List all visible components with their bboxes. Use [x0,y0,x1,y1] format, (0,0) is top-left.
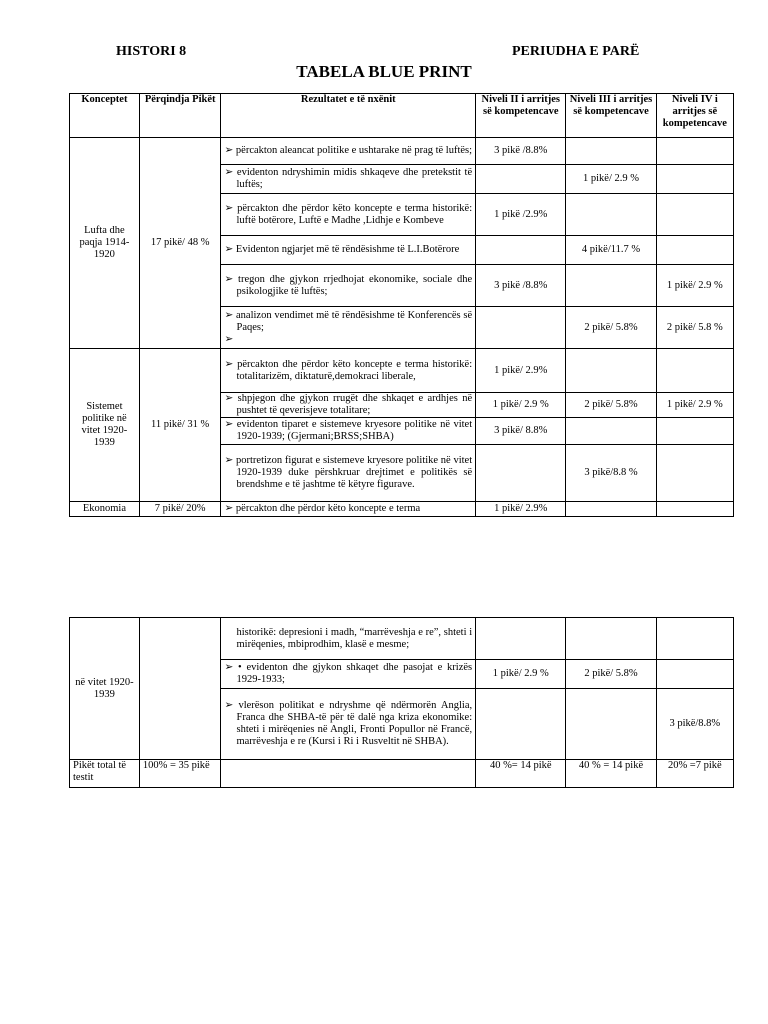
outcome-cell [221,689,476,760]
level-3-cell: 2 pikë/ 5.8% [566,393,656,418]
level-2-cell [476,618,566,660]
concept-cell: në vitet 1920-1939 [70,618,140,760]
level-3-cell: 2 pikë/ 5.8% [566,660,656,689]
level-3-cell [566,502,656,517]
total-level-4: 20% =7 pikë [656,760,733,788]
level-4-cell [656,502,733,517]
concept-cell: Lufta dhe paqja 1914-1920 [70,138,140,349]
level-4-cell [656,660,733,689]
header-level-2: Niveli II i arritjes së kompetencave [476,94,566,138]
outcome-cell [221,349,476,393]
header-period: PERIUDHA E PARË [512,44,640,59]
level-4-cell [656,165,733,194]
page-title: TABELA BLUE PRINT [296,62,472,81]
outcome-text: ➢ përcakton dhe përdor këto koncepte e terma historikë: totalitarizëm, diktaturë,demokraci liberale, [224,358,473,382]
level-3-cell [566,418,656,445]
outcome-text: ➢ përcakton dhe përdor këto koncepte e terma [224,503,421,514]
level-2-cell [476,165,566,194]
level-4-cell [656,194,733,236]
concept-cell: Ekonomia [70,502,140,517]
level-2-cell [476,307,566,349]
level-2-cell: 1 pikë/ 2.9% [476,502,566,517]
level-3-cell [566,618,656,660]
outcome-cell [221,418,476,445]
outcome-text: ➢ evidenton tiparet e sistemeve kryesore politike në vitet 1920-1939; (Gjermani;BRSS;SHBA) [224,419,473,442]
level-4-cell [656,418,733,445]
level-4-cell [656,618,733,660]
total-row [70,760,734,788]
outcome-text: ➢ vlerëson politikat e ndryshme që ndërmorën Anglia, Franca dhe SHBA-të për të dalë nga kriza ekonomike: shteti i mirëqenies në Angli, Fronti Popullor në Francë, marrëveshja e re (Kursi i Ri i Rusveltit në SHBA). [224,700,473,747]
outcome-text: historikë: depresioni i madh, “marrëveshja e re”, shteti i mirëqenies, mbiprodhim, klasë e mesme; [236,626,473,650]
header-level-3: Niveli III i arritjes së kompetencave [566,94,656,138]
level-4-cell [656,138,733,165]
outcome-cell [221,618,476,660]
outcome-cell [221,165,476,194]
outcome-cell [221,265,476,307]
level-2-cell [476,689,566,760]
level-3-cell: 2 pikë/ 5.8% [566,307,656,349]
total-label: Pikët total të testit [70,760,140,788]
blueprint-table-continued [69,617,734,788]
header-learning-outcomes: Rezultatet e të nxënit [221,94,476,138]
header-percentage-points: Përqindja Pikët [139,94,221,138]
table-row [70,138,734,165]
outcome-text: ➢ • evidenton dhe gjykon shkaqet dhe pasojat e krizës 1929-1933; [224,662,473,685]
level-4-cell: 1 pikë/ 2.9 % [656,393,733,418]
level-3-cell [566,349,656,393]
header-level-4: Niveli IV i arritjes së kompetencave [656,94,733,138]
level-2-cell: 1 pikë/ 2.9% [476,349,566,393]
points-cell [139,618,221,760]
level-2-cell [476,236,566,265]
outcome-text: ➢ portretizon figurat e sistemeve kryesore politike në vitet 1920-1939 duke përshkruar drejtimet e politikës së brendshme e të jashtme të këtyre figurave. [224,455,473,490]
outcome-text: ➢ analizon vendimet më të rëndësishme të Konferencës së Paqes; [224,309,473,333]
table-row [70,349,734,393]
level-4-cell: 3 pikë/8.8% [656,689,733,760]
outcome-text: ➢ përcakton aleancat politike e ushtarake në prag të luftës; [224,145,473,156]
level-3-cell [566,689,656,760]
outcome-cell [221,138,476,165]
outcome-text: ➢ tregon dhe gjykon rrjedhojat ekonomike, sociale dhe psikologjike të luftës; [224,273,473,297]
level-3-cell [566,265,656,307]
points-cell: 11 pikë/ 31 % [139,349,221,502]
level-4-cell [656,349,733,393]
outcome-text: ➢ shpjegon dhe gjykon rrugët dhe shkaqet e ardhjes në pushtet të qeverisjeve totalitare; [224,393,473,416]
outcome-cell [221,660,476,689]
outcome-cell [221,445,476,502]
outcome-cell [221,236,476,265]
outcome-text: ➢ Evidenton ngjarjet më të rëndësishme të L.I.Botërore [224,244,460,255]
level-2-cell: 1 pikë /2.9% [476,194,566,236]
empty-bullet: ➢ [224,333,234,345]
concept-cell: Sistemet politike në vitet 1920-1939 [70,349,140,502]
table-header-row [70,94,734,138]
level-4-cell [656,236,733,265]
outcome-cell [221,502,476,517]
total-outcome [221,760,476,788]
outcome-text: ➢ evidenton ndryshimin midis shkaqeve dhe pretekstit të luftës; [224,167,473,190]
level-3-cell [566,194,656,236]
table-row [70,502,734,517]
level-3-cell [566,138,656,165]
total-level-3: 40 % = 14 pikë [566,760,656,788]
level-3-cell: 4 pikë/11.7 % [566,236,656,265]
level-2-cell: 1 pikë/ 2.9 % [476,393,566,418]
outcome-cell [221,393,476,418]
level-2-cell: 1 pikë/ 2.9 % [476,660,566,689]
level-2-cell: 3 pikë /8.8% [476,138,566,165]
header-subject: HISTORI 8 [116,44,187,59]
header-concepts: Konceptet [70,94,140,138]
total-points: 100% = 35 pikë [139,760,221,788]
total-level-2: 40 %= 14 pikë [476,760,566,788]
level-2-cell: 3 pikë/ 8.8% [476,418,566,445]
level-2-cell [476,445,566,502]
points-cell: 7 pikë/ 20% [139,502,221,517]
outcome-cell [221,194,476,236]
level-3-cell: 1 pikë/ 2.9 % [566,165,656,194]
outcome-cell [221,307,476,349]
level-4-cell: 1 pikë/ 2.9 % [656,265,733,307]
outcome-text: ➢ përcakton dhe përdor këto koncepte e terma historikë: luftë botërore, Luftë e Madhe ,Lidhje e Kombeve [224,202,473,226]
blueprint-table [69,93,734,517]
table-row [70,618,734,660]
level-2-cell: 3 pikë /8.8% [476,265,566,307]
level-4-cell: 2 pikë/ 5.8 % [656,307,733,349]
level-4-cell [656,445,733,502]
points-cell: 17 pikë/ 48 % [139,138,221,349]
level-3-cell: 3 pikë/8.8 % [566,445,656,502]
